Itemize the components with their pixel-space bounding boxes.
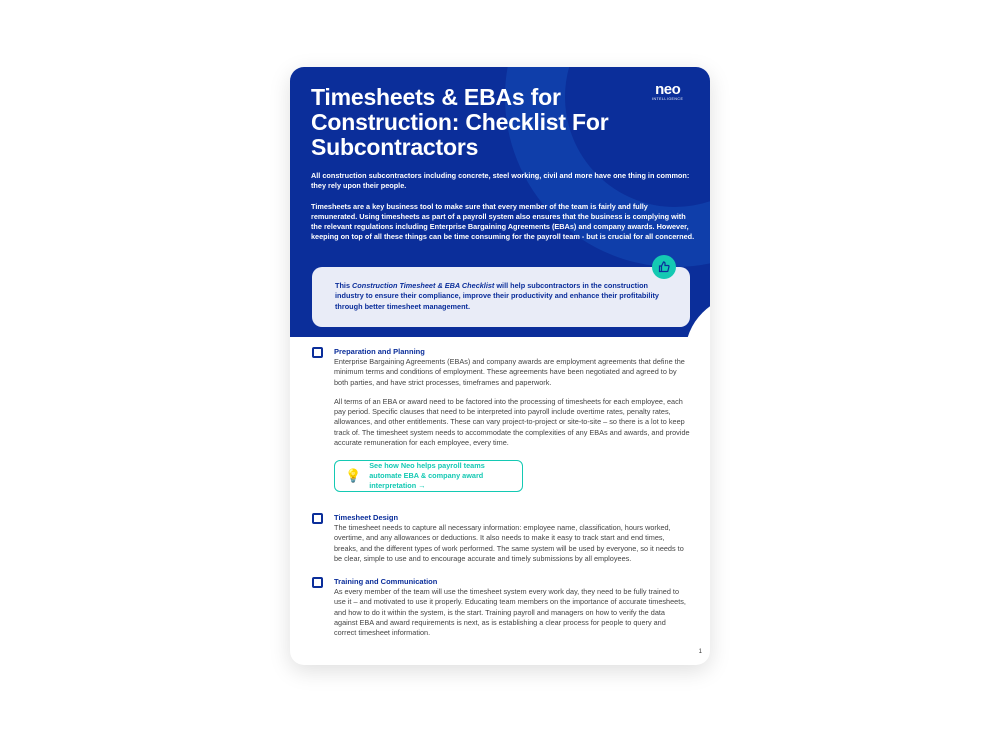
section-timesheet-design: Timesheet Design The timesheet needs to capture all necessary information: employee name, classification, hours worked, overtime, and any allowances or deductions. It also needs to make it easy to track start and end times, breaks, and the different types of work performed. The same system will be used by everyone, so it needs to be clear, simple to use and to encourage accurate and timely submissions by all employees. [312,513,692,573]
checkbox-edit-icon [312,347,323,358]
lightbulb-icon: 💡 [345,468,362,483]
thumbs-up-icon [652,255,676,279]
checkbox-edit-icon [312,513,323,524]
page-number: 1 [698,649,702,655]
page-title: Timesheets & EBAs for Construction: Checklist For Subcontractors [311,84,609,160]
checkbox-edit-icon [312,577,323,588]
section-training: Training and Communication As every member of the team will use the timesheet system every work day, they need to be fully trained to use it – and motivated to use it properly. Educating team members on the importance of accurate timesheets, and how to do it within the system, is the start. Training payroll and managers on how to verify the data against EBA and award requirements is next, as is establishing a clear process for people to query and correct timesheet information. [312,577,692,647]
intro-text: All construction subcontractors including concrete, steel working, civil and more have one thing in common: they rely upon their people. Timesheets are a key business tool to make sure that every member of the team is fairly and fully remunerated. Using timesheets as part of a payroll system also ensures that the business is complying with the relevant regulations including Enterprise Bargaining Agreements (EBAs) and company awards. However, keeping on top of all these things can be time consuming for the payroll team - but is crucial for all concerned. [311,171,695,242]
document-page [290,67,710,665]
cta-button[interactable]: 💡 See how Neo helps payroll teams automate EBA & company award interpretation → [334,460,523,492]
neo-logo: neo INTELLIGENCE [652,81,684,101]
callout-box: This Construction Timesheet & EBA Checklist will help subcontractors in the construction industry to ensure their compliance, improve their productivity and enhance their profitability through better timesheet management. [312,267,690,327]
section-preparation: Preparation and Planning Enterprise Bargaining Agreements (EBAs) and company awards are employment agreements that define the minimum terms and conditions of employment. These agreements have been negotiated and agreed to by both parties, and have strict processes, timeframes and paperwork. All terms of an EBA or award need to be factored into the processing of timesheets for each employee, each pay period. Specific clauses that need to be interpreted into payroll include overtime rates, penalty rates, allowances, and other entitlements. These can vary project-to-project or site-to-site – so there is a lot to keep track of. The timesheet system needs to accommodate the complexities of any EBAs and awards, and provide accurate remuneration for each employee, every time. [312,347,692,457]
